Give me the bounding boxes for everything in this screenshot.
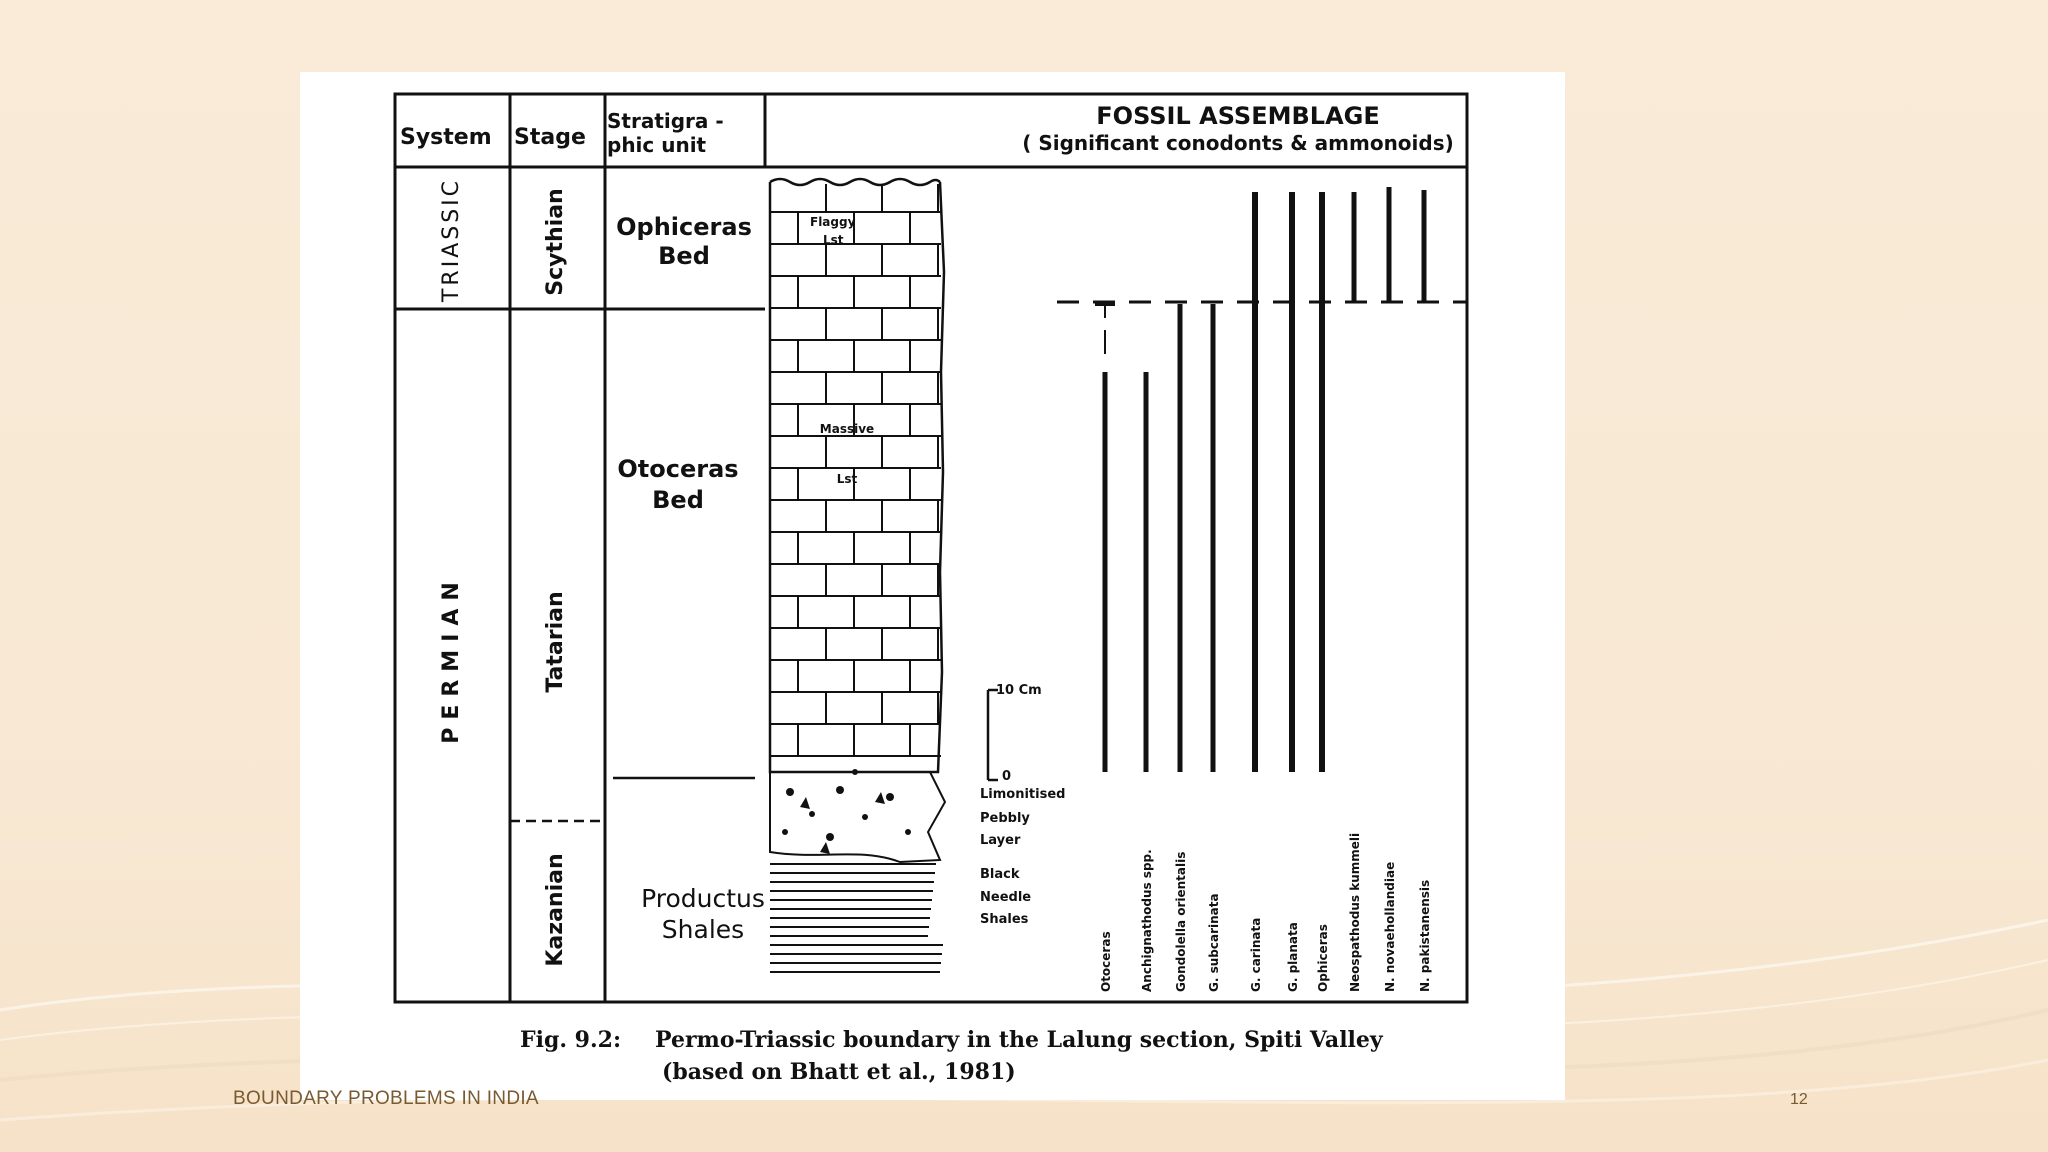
taxon-label: N. novaehollandiae [1383, 861, 1397, 992]
header-unit-line2: phic unit [607, 133, 707, 157]
header-stage: Stage [514, 125, 586, 150]
taxon-label: G. planata [1286, 922, 1300, 992]
unit-productus-line1: Productus [641, 884, 765, 913]
stratigraphic-figure [300, 72, 1565, 1100]
header-unit-line1: Stratigra - [607, 109, 724, 133]
taxon-label: Otoceras [1099, 931, 1113, 992]
range-bar-6 [1289, 192, 1295, 772]
litho-massive-lst: Lst [836, 472, 858, 486]
page-number: 12 [1790, 1091, 1808, 1108]
litho-layer: Layer [980, 833, 1021, 848]
taxon-label: Ophiceras [1316, 924, 1330, 992]
caption-line2: (based on Bhatt et al., 1981) [662, 1059, 1016, 1085]
litho-shales: Shales [980, 912, 1029, 927]
range-bar-3 [1178, 304, 1183, 772]
needle-shale-lines [770, 864, 943, 972]
pebbly-layer [770, 769, 945, 862]
taxon-label: N. pakistanensis [1418, 879, 1432, 992]
range-bar-1 [1103, 372, 1108, 772]
taxon-label: G. subcarinata [1207, 893, 1221, 992]
taxon-label: Gondolella orientalis [1174, 851, 1188, 992]
system-triassic: TRIASSIC [439, 177, 464, 303]
caption-line1: Permo-Triassic boundary in the Lalung section, Spiti Valley [655, 1027, 1383, 1053]
taxon-label: Anchignathodus spp. [1140, 849, 1154, 992]
scale-top-label: 10 Cm [996, 683, 1042, 698]
unit-productus-line2: Shales [661, 915, 745, 944]
unit-ophiceras-line2: Bed [658, 242, 710, 270]
litho-limonitised: Limonitised [980, 787, 1066, 802]
footer-title: BOUNDARY PROBLEMS IN INDIA [233, 1088, 539, 1109]
system-permian: PERMIAN [439, 574, 464, 744]
litho-flaggy: Flaggy [810, 215, 856, 229]
scale-bar [988, 690, 998, 780]
taxon-label: G. carinata [1249, 917, 1263, 992]
header-assemblage-line1: FOSSIL ASSEMBLAGE [1096, 102, 1380, 130]
range-bar-7 [1319, 192, 1325, 772]
header-assemblage-line2: ( Significant conodonts & ammonoids) [1022, 131, 1454, 155]
fossil-range-bars [1095, 187, 1427, 772]
stage-tatarian: Tatarian [543, 591, 568, 693]
limestone-bricks [770, 184, 941, 756]
litho-black: Black [980, 867, 1020, 882]
unit-ophiceras-line1: Ophiceras [616, 213, 752, 241]
taxa-labels [1099, 833, 1432, 992]
header-system: System [400, 125, 492, 150]
stage-scythian: Scythian [543, 188, 568, 296]
litho-needle: Needle [980, 890, 1032, 905]
unit-otoceras-line2: Bed [652, 486, 704, 514]
litho-flaggy-lst: Lst [823, 233, 844, 247]
stage-kazanian: Kazanian [543, 853, 568, 967]
range-bar-4 [1211, 304, 1216, 772]
range-bar-2 [1144, 372, 1149, 772]
range-bar-1 [1104, 330, 1106, 354]
range-bar-8 [1352, 192, 1357, 302]
taxon-label: Neospathodus kummeli [1348, 832, 1362, 992]
unit-otoceras-line1: Otoceras [617, 455, 739, 483]
litho-pebbly: Pebbly [980, 811, 1030, 826]
range-bar-5 [1252, 192, 1258, 772]
scale-bottom-label: 0 [1002, 769, 1012, 784]
caption-label: Fig. 9.2: [520, 1027, 622, 1053]
range-bar-9 [1387, 187, 1392, 302]
litho-massive: Massive [819, 422, 875, 436]
range-bar-10 [1422, 190, 1427, 302]
